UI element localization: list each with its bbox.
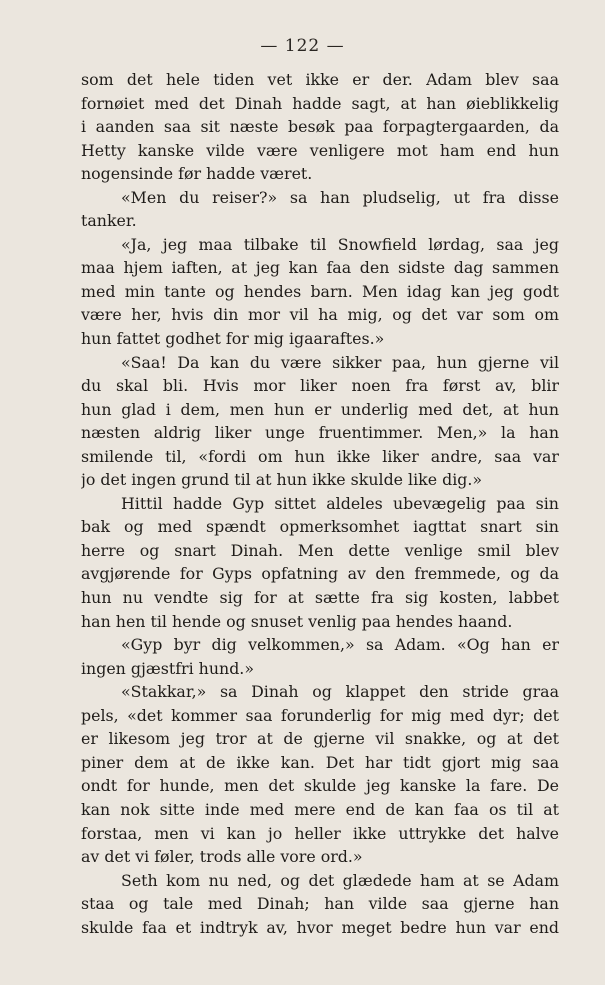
text-line: Hetty kanske vilde være venligere mot ham end hun xyxy=(81,140,559,160)
text-line: kan nok sitte inde med mere end de kan faa os til at xyxy=(81,799,559,819)
text-line: av det vi føler, trods alle vore ord.» xyxy=(81,847,363,867)
text-line: smilende til, «fordi om hun ikke liker andre, saa var xyxy=(81,446,559,466)
text-line: bak og med spændt opmerksomhet iagttat snart sin xyxy=(81,517,559,537)
text-line: hun nu vendte sig for at sætte fra sig kosten, labbet xyxy=(81,588,559,608)
text-line: hun glad i dem, men hun er underlig med det, at hun xyxy=(81,399,559,419)
text-line: i aanden saa sit næste besøk paa forpagtergaarden, da xyxy=(81,117,559,137)
text-line: skulde faa et indtryk av, hvor meget bedre hun var end xyxy=(81,917,559,937)
text-line: tanker. xyxy=(81,211,137,231)
text-line: med min tante og hendes barn. Men idag kan jeg godt xyxy=(81,281,559,301)
text-line: du skal bli. Hvis mor liker noen fra først av, blir xyxy=(81,376,559,396)
text-line: «Ja, jeg maa tilbake til Snowfield lørdag, saa jeg xyxy=(121,234,559,254)
text-line: pels, «det kommer saa forunderlig for mig med dyr; det xyxy=(81,705,559,725)
text-line: «Men du reiser?» sa han pludselig, ut fra disse xyxy=(121,187,559,207)
text-line: forstaa, men vi kan jo heller ikke uttrykke det halve xyxy=(81,823,559,843)
text-line: avgjørende for Gyps opfatning av den fremmede, og da xyxy=(81,564,559,584)
body-text xyxy=(81,68,559,939)
text-line: fornøiet med det Dinah hadde sagt, at han øieblikkelig xyxy=(81,93,559,113)
text-line: «Saa! Da kan du være sikker paa, hun gjerne vil xyxy=(121,352,559,372)
text-line: piner dem at de ikke kan. Det har tidt gjort mig saa xyxy=(81,752,559,772)
text-line: som det hele tiden vet ikke er der. Adam blev saa xyxy=(81,70,559,89)
text-line: Hittil hadde Gyp sittet aldeles ubevægelig paa sin xyxy=(121,493,559,513)
text-line: ingen gjæstfri hund.» xyxy=(81,658,254,678)
text-line: maa hjem iaften, at jeg kan faa den sidste dag sammen xyxy=(81,258,559,278)
text-line: ondt for hunde, men det skulde jeg kanske la fare. De xyxy=(81,776,559,796)
text-line: nogensinde før hadde været. xyxy=(81,164,313,184)
text-line: han hen til hende og snuset venlig paa hendes haand. xyxy=(81,611,513,631)
text-line: næsten aldrig liker unge fruentimmer. Men,» la han xyxy=(81,423,559,443)
text-line: staa og tale med Dinah; han vilde saa gjerne han xyxy=(81,894,559,914)
page-number: — 122 — xyxy=(260,36,345,56)
text-line: «Stakkar,» sa Dinah og klappet den stride graa xyxy=(121,682,559,702)
text-line: er likesom jeg tror at de gjerne vil snakke, og at det xyxy=(81,729,559,749)
text-line: hun fattet godhet for mig igaaraftes.» xyxy=(81,329,385,349)
text-line: «Gyp byr dig velkommen,» sa Adam. «Og han er xyxy=(121,635,559,655)
text-line: herre og snart Dinah. Men dette venlige smil blev xyxy=(81,540,559,560)
text-line: Seth kom nu ned, og det glædede ham at se Adam xyxy=(121,870,559,890)
text-line: være her, hvis din mor vil ha mig, og det var som om xyxy=(81,305,559,325)
text-line: jo det ingen grund til at hun ikke skulde like dig.» xyxy=(81,470,483,490)
